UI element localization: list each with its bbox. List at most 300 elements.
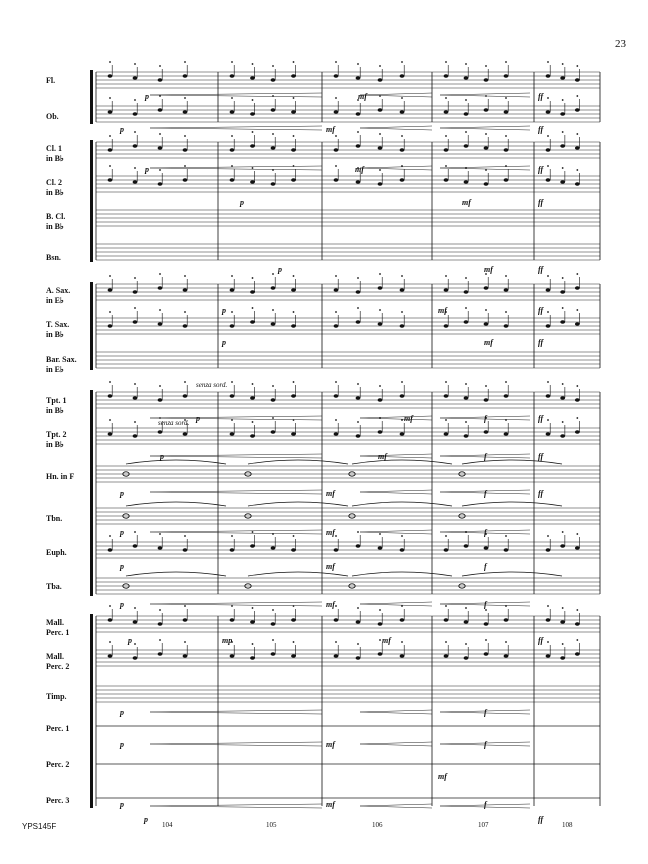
dynamic-perc3-f: f bbox=[484, 800, 487, 809]
note-head bbox=[546, 288, 551, 292]
slur bbox=[126, 502, 226, 506]
note-head bbox=[400, 74, 405, 78]
dynamic-euph-f: f bbox=[484, 562, 487, 571]
note-head bbox=[444, 74, 449, 78]
dynamic-tpt1-f: f bbox=[484, 414, 487, 423]
note-head bbox=[108, 432, 113, 436]
dynamic-mall1-mf: mf bbox=[382, 636, 391, 645]
note-head bbox=[334, 288, 339, 292]
note-head bbox=[378, 652, 383, 656]
dynamic-tba-p: p bbox=[120, 600, 124, 609]
dynamic-cl1-mf: mf bbox=[355, 165, 364, 174]
bracket-bar bbox=[90, 614, 93, 808]
staccato-dot bbox=[109, 61, 111, 63]
crescendo-hairpin bbox=[150, 710, 322, 714]
staccato-dot bbox=[357, 383, 359, 385]
staccato-dot bbox=[547, 311, 549, 313]
note-head bbox=[334, 324, 339, 328]
crescendo-hairpin bbox=[360, 530, 432, 534]
slur bbox=[248, 502, 348, 506]
staccato-dot bbox=[184, 535, 186, 537]
dynamic-perc3-p: p bbox=[120, 800, 124, 809]
staccato-dot bbox=[109, 419, 111, 421]
note-head bbox=[575, 78, 580, 82]
staccato-dot bbox=[505, 61, 507, 63]
staccato-dot bbox=[379, 639, 381, 641]
staff bbox=[96, 428, 600, 444]
staccato-dot bbox=[379, 609, 381, 611]
note-head bbox=[356, 290, 361, 294]
staccato-dot bbox=[547, 419, 549, 421]
staff bbox=[96, 284, 600, 300]
staff bbox=[96, 650, 600, 666]
note-head bbox=[560, 112, 565, 116]
note-head bbox=[133, 656, 138, 660]
note-head bbox=[133, 434, 138, 438]
dynamic-tbn-f: f bbox=[484, 528, 487, 537]
dynamic-ob-ff: ff bbox=[538, 125, 544, 134]
note-head bbox=[560, 76, 565, 80]
staccato-dot bbox=[576, 639, 578, 641]
note-head bbox=[230, 324, 235, 328]
crescendo-hairpin bbox=[440, 166, 530, 170]
note-head bbox=[271, 78, 276, 82]
staff bbox=[96, 318, 600, 334]
staccato-dot bbox=[335, 535, 337, 537]
note-head bbox=[356, 112, 361, 116]
crescendo-hairpin bbox=[150, 454, 322, 458]
label-clarinet-2: Cl. 2 in B♭ bbox=[46, 178, 64, 197]
note-head bbox=[250, 180, 255, 184]
dynamic-ob-mf: mf bbox=[326, 125, 335, 134]
staccato-dot bbox=[272, 65, 274, 67]
dynamic-cl1-ff: ff bbox=[538, 165, 544, 174]
staccato-dot bbox=[547, 135, 549, 137]
note-head bbox=[356, 396, 361, 400]
staccato-dot bbox=[134, 167, 136, 169]
note-head bbox=[271, 108, 276, 112]
dynamic-bottom-p: p bbox=[144, 815, 148, 824]
staccato-dot bbox=[293, 165, 295, 167]
label-timpani: Timp. bbox=[46, 692, 67, 701]
staccato-dot bbox=[562, 531, 564, 533]
note-head bbox=[444, 288, 449, 292]
dynamic-fl-p: p bbox=[145, 92, 149, 101]
staccato-dot bbox=[445, 135, 447, 137]
dynamic-cl1-p: p bbox=[145, 165, 149, 174]
dynamic-bsn-p: p bbox=[278, 265, 282, 274]
note-head bbox=[334, 432, 339, 436]
note-head bbox=[484, 286, 489, 290]
staccato-dot bbox=[184, 311, 186, 313]
staccato-dot bbox=[445, 419, 447, 421]
staccato-dot bbox=[252, 383, 254, 385]
slur bbox=[462, 460, 562, 464]
dynamic-tsax-ff: ff bbox=[538, 338, 544, 347]
staccato-dot bbox=[445, 381, 447, 383]
note-head bbox=[271, 182, 276, 186]
note-head bbox=[356, 180, 361, 184]
staff bbox=[96, 578, 600, 594]
dynamic-perc1-p: p bbox=[120, 740, 124, 749]
note-head bbox=[378, 286, 383, 290]
staccato-dot bbox=[357, 643, 359, 645]
note-head bbox=[356, 656, 361, 660]
staccato-dot bbox=[401, 381, 403, 383]
note-head bbox=[575, 398, 580, 402]
note-head bbox=[464, 434, 469, 438]
staccato-dot bbox=[335, 135, 337, 137]
dynamic-tbn-p: p bbox=[120, 528, 124, 537]
dynamic-tpt2-f: f bbox=[484, 452, 487, 461]
staccato-dot bbox=[562, 307, 564, 309]
note-head bbox=[291, 110, 296, 114]
staccato-dot bbox=[505, 97, 507, 99]
staccato-dot bbox=[357, 607, 359, 609]
note-head bbox=[575, 546, 580, 550]
dynamic-perc1-f: f bbox=[484, 740, 487, 749]
crescendo-hairpin bbox=[360, 710, 432, 714]
staccato-dot bbox=[445, 165, 447, 167]
note-head bbox=[546, 110, 551, 114]
note-head bbox=[560, 656, 565, 660]
measure-number-108: 108 bbox=[562, 821, 573, 829]
note-head bbox=[158, 182, 163, 186]
crescendo-hairpin bbox=[360, 454, 432, 458]
note-head bbox=[291, 432, 296, 436]
dynamic-hn-ff: ff bbox=[538, 489, 544, 498]
label-horn: Hn. in F bbox=[46, 472, 75, 481]
staccato-dot bbox=[379, 385, 381, 387]
note-head bbox=[504, 618, 509, 622]
staccato-dot bbox=[445, 605, 447, 607]
note-head bbox=[133, 620, 138, 624]
staccato-dot bbox=[562, 643, 564, 645]
dynamic-tpt1-p: p bbox=[196, 414, 200, 423]
note-head bbox=[133, 396, 138, 400]
crescendo-hairpin bbox=[360, 416, 432, 420]
note-head bbox=[271, 652, 276, 656]
staccato-dot bbox=[252, 167, 254, 169]
staff bbox=[96, 142, 600, 158]
note-head bbox=[378, 322, 383, 326]
note-head bbox=[464, 180, 469, 184]
note-head bbox=[158, 652, 163, 656]
dynamic-hn-f: f bbox=[484, 489, 487, 498]
note-head bbox=[400, 148, 405, 152]
note-head bbox=[575, 430, 580, 434]
staccato-dot bbox=[134, 99, 136, 101]
note-head bbox=[484, 182, 489, 186]
note-head bbox=[133, 544, 138, 548]
hairpins bbox=[150, 93, 530, 808]
staccato-dot bbox=[293, 419, 295, 421]
note-head bbox=[230, 654, 235, 658]
note-head bbox=[504, 74, 509, 78]
dynamic-hn-mf: mf bbox=[326, 489, 335, 498]
dynamic-asax-ff: ff bbox=[538, 306, 544, 315]
note-head bbox=[504, 178, 509, 182]
staccato-dot bbox=[445, 641, 447, 643]
dynamic-tba-f: f bbox=[484, 600, 487, 609]
staccato-dot bbox=[252, 421, 254, 423]
staccato-dot bbox=[401, 97, 403, 99]
note-head bbox=[378, 108, 383, 112]
note-head bbox=[133, 320, 138, 324]
staccato-dot bbox=[562, 131, 564, 133]
note-head bbox=[378, 182, 383, 186]
measure-number-104: 104 bbox=[162, 821, 173, 829]
staccato-dot bbox=[134, 277, 136, 279]
staccato-dot bbox=[159, 639, 161, 641]
note-head bbox=[230, 110, 235, 114]
crescendo-hairpin bbox=[150, 804, 322, 808]
note-head bbox=[334, 74, 339, 78]
note-head bbox=[271, 430, 276, 434]
note-head bbox=[560, 434, 565, 438]
note-head bbox=[484, 108, 489, 112]
staccato-dot bbox=[401, 275, 403, 277]
staccato-dot bbox=[159, 609, 161, 611]
staccato-dot bbox=[109, 135, 111, 137]
staccato-dot bbox=[547, 605, 549, 607]
note-head bbox=[291, 394, 296, 398]
staccato-dot bbox=[231, 97, 233, 99]
staccato-dot bbox=[445, 275, 447, 277]
note-head bbox=[183, 110, 188, 114]
note-head bbox=[504, 110, 509, 114]
bracket-bar bbox=[90, 282, 93, 370]
staccato-dot bbox=[576, 95, 578, 97]
note-head bbox=[250, 112, 255, 116]
dynamic-fl-mf: mf bbox=[358, 92, 367, 101]
note-head bbox=[444, 618, 449, 622]
note-head bbox=[400, 654, 405, 658]
note-head bbox=[504, 654, 509, 658]
note-head bbox=[444, 394, 449, 398]
note-head bbox=[378, 78, 383, 82]
staccato-dot bbox=[505, 381, 507, 383]
staccato-dot bbox=[576, 169, 578, 171]
staccato-dot bbox=[293, 641, 295, 643]
staccato-dot bbox=[547, 535, 549, 537]
crescendo-hairpin bbox=[150, 742, 322, 746]
slur bbox=[462, 572, 562, 576]
staff bbox=[96, 176, 600, 192]
note-head bbox=[464, 620, 469, 624]
staccato-dot bbox=[335, 419, 337, 421]
dynamic-mall1-ff: ff bbox=[538, 636, 544, 645]
note-head bbox=[334, 654, 339, 658]
label-trumpet-2: Tpt. 2 in B♭ bbox=[46, 430, 67, 449]
label-alto-sax: A. Sax. in E♭ bbox=[46, 286, 71, 305]
note-head bbox=[183, 288, 188, 292]
staccato-dot bbox=[547, 275, 549, 277]
measure-number-107: 107 bbox=[478, 821, 489, 829]
staccato-dot bbox=[465, 607, 467, 609]
staccato-dot bbox=[159, 533, 161, 535]
note-head bbox=[560, 320, 565, 324]
crescendo-hairpin bbox=[440, 126, 530, 130]
note-head bbox=[230, 178, 235, 182]
note-head bbox=[356, 76, 361, 80]
staccato-dot bbox=[134, 531, 136, 533]
note-head bbox=[133, 180, 138, 184]
staccato-dot bbox=[335, 275, 337, 277]
note-head bbox=[291, 548, 296, 552]
note-head bbox=[484, 546, 489, 550]
note-head bbox=[400, 288, 405, 292]
label-bassoon: Bsn. bbox=[46, 253, 61, 262]
staccato-dot bbox=[293, 135, 295, 137]
staccato-dot bbox=[562, 277, 564, 279]
crescendo-hairpin bbox=[150, 490, 322, 494]
staccato-dot bbox=[109, 165, 111, 167]
staccato-dot bbox=[184, 97, 186, 99]
note-head bbox=[464, 76, 469, 80]
note-head bbox=[271, 286, 276, 290]
note-head bbox=[271, 546, 276, 550]
staccato-dot bbox=[293, 275, 295, 277]
note-head bbox=[271, 622, 276, 626]
dynamic-bottom-ff: ff bbox=[538, 815, 544, 824]
staccato-dot bbox=[134, 607, 136, 609]
expression-senza-sord-tpt2: senza sord. bbox=[158, 419, 190, 427]
note-head bbox=[183, 74, 188, 78]
note-head bbox=[356, 144, 361, 148]
staccato-dot bbox=[505, 535, 507, 537]
note-head bbox=[575, 622, 580, 626]
staccato-dot bbox=[505, 641, 507, 643]
note-head bbox=[108, 654, 113, 658]
note-head bbox=[133, 144, 138, 148]
staccato-dot bbox=[445, 535, 447, 537]
note-head bbox=[484, 398, 489, 402]
note-head bbox=[108, 618, 113, 622]
note-head bbox=[484, 78, 489, 82]
staccato-dot bbox=[252, 307, 254, 309]
dynamic-timp-f: f bbox=[484, 708, 487, 717]
crescendo-hairpin bbox=[150, 93, 322, 97]
note-head bbox=[158, 146, 163, 150]
bracket-bar bbox=[90, 70, 93, 124]
staccato-dot bbox=[109, 97, 111, 99]
staff bbox=[96, 244, 600, 260]
staccato-dot bbox=[335, 605, 337, 607]
staccato-dot bbox=[231, 61, 233, 63]
note-head bbox=[183, 618, 188, 622]
note-head bbox=[444, 324, 449, 328]
staccato-dot bbox=[134, 307, 136, 309]
staccato-dot bbox=[272, 639, 274, 641]
note-head bbox=[158, 108, 163, 112]
note-head bbox=[464, 656, 469, 660]
slur bbox=[248, 572, 348, 576]
note-head bbox=[464, 290, 469, 294]
crescendo-hairpin bbox=[440, 93, 530, 97]
staccato-dot bbox=[505, 275, 507, 277]
note-head bbox=[400, 432, 405, 436]
note-head bbox=[230, 288, 235, 292]
note-head bbox=[158, 398, 163, 402]
page-number: 23 bbox=[615, 38, 626, 50]
staccato-dot bbox=[184, 605, 186, 607]
staccato-dot bbox=[335, 97, 337, 99]
label-oboe: Ob. bbox=[46, 112, 59, 121]
note-head bbox=[464, 144, 469, 148]
label-tenor-sax: T. Sax. in B♭ bbox=[46, 320, 70, 339]
staff-lines bbox=[96, 72, 600, 798]
note-head bbox=[250, 290, 255, 294]
label-baritone-sax: Bar. Sax. in E♭ bbox=[46, 355, 77, 374]
staccato-dot bbox=[252, 63, 254, 65]
note-head bbox=[378, 146, 383, 150]
staccato-dot bbox=[109, 605, 111, 607]
note-head bbox=[575, 146, 580, 150]
note-head bbox=[250, 320, 255, 324]
staccato-dot bbox=[134, 383, 136, 385]
note-head bbox=[484, 652, 489, 656]
note-head bbox=[250, 76, 255, 80]
note-head bbox=[133, 76, 138, 80]
staccato-dot bbox=[335, 61, 337, 63]
crescendo-hairpin bbox=[150, 602, 322, 606]
note-head bbox=[183, 178, 188, 182]
staff bbox=[96, 352, 600, 368]
dynamic-tsax-p: p bbox=[222, 338, 226, 347]
note-head bbox=[183, 548, 188, 552]
note-head bbox=[575, 322, 580, 326]
staccato-dot bbox=[576, 533, 578, 535]
note-head bbox=[230, 548, 235, 552]
note-head bbox=[560, 180, 565, 184]
staff bbox=[96, 392, 600, 408]
slur bbox=[462, 502, 562, 506]
note-head bbox=[400, 324, 405, 328]
note-head bbox=[291, 288, 296, 292]
note-head bbox=[250, 144, 255, 148]
note-head bbox=[271, 322, 276, 326]
note-head bbox=[158, 322, 163, 326]
staccato-dot bbox=[562, 607, 564, 609]
staff bbox=[96, 686, 600, 702]
dynamic-tpt2-mf: mf bbox=[378, 452, 387, 461]
note-head bbox=[108, 288, 113, 292]
staccato-dot bbox=[252, 277, 254, 279]
label-mallet-perc-1: Mall. Perc. 1 bbox=[46, 618, 70, 637]
note-head bbox=[464, 396, 469, 400]
staccato-dot bbox=[357, 421, 359, 423]
staccato-dot bbox=[293, 311, 295, 313]
label-flute: Fl. bbox=[46, 76, 56, 85]
staccato-dot bbox=[445, 61, 447, 63]
dynamic-bsn-mf: mf bbox=[484, 265, 493, 274]
staccato-dot bbox=[379, 65, 381, 67]
note-head bbox=[444, 148, 449, 152]
staccato-dot bbox=[485, 169, 487, 171]
staccato-dot bbox=[576, 417, 578, 419]
note-head bbox=[484, 430, 489, 434]
note-head bbox=[560, 620, 565, 624]
group-brackets bbox=[90, 70, 93, 808]
staccato-dot bbox=[485, 639, 487, 641]
staccato-dot bbox=[293, 605, 295, 607]
note-head bbox=[378, 430, 383, 434]
staccato-dot bbox=[159, 65, 161, 67]
dynamic-cl2-ff: ff bbox=[538, 198, 544, 207]
staccato-dot bbox=[401, 311, 403, 313]
note-head bbox=[133, 290, 138, 294]
